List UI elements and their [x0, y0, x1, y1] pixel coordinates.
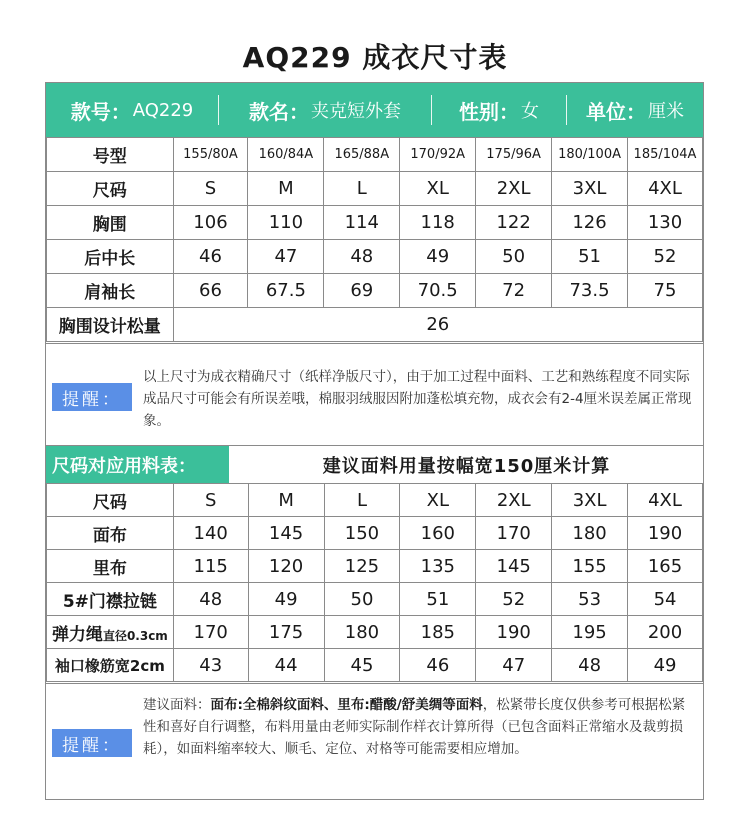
table-cell: 106 — [173, 206, 248, 240]
style-name-value: 夹克短外套 — [311, 101, 401, 122]
table-row — [47, 274, 703, 308]
table-cell: 180 — [324, 616, 400, 649]
unit-label: 单位： — [586, 99, 646, 124]
cord-unit: 直径0.3cm — [102, 628, 168, 643]
table-cell: 165 — [628, 550, 703, 583]
table-row — [47, 550, 703, 583]
gender-label: 性别： — [459, 99, 519, 124]
table-cell: 175 — [248, 616, 324, 649]
table-cell: 2XL — [476, 484, 552, 517]
table-cell: 70.5 — [400, 274, 476, 308]
fabric-reminder-fabrics: 面布:全棉斜纹面料、里布:醋酸/舒美绸等面料 — [210, 697, 483, 713]
table-cell: 46 — [400, 649, 476, 682]
reminder-note — [46, 343, 703, 446]
table-cell: 46 — [173, 240, 248, 274]
row-label: 5#门襟拉链 — [47, 583, 174, 616]
row-label: 尺码 — [47, 484, 174, 517]
table-cell: 4XL — [628, 172, 703, 206]
gender — [432, 83, 566, 137]
row-label: 尺码 — [47, 172, 174, 206]
reminder-tag: 提醒： — [52, 383, 132, 411]
gender-value: 女 — [521, 101, 539, 122]
unit — [567, 83, 703, 137]
row-label: 面布 — [47, 517, 174, 550]
table-cell: 48 — [552, 649, 628, 682]
table-row — [47, 649, 703, 682]
fabric-reminder-note — [46, 683, 703, 800]
table-cell: 49 — [400, 240, 476, 274]
table-cell: S — [173, 484, 248, 517]
table-cell: 114 — [324, 206, 400, 240]
table-cell: 170 — [173, 616, 248, 649]
fabric-reminder-body: ，松紧带长度仅供参考可根据松紧性和喜好自行调整，布料用量由老师实际制作样衣计算所得（已包含面料正常缩水及裁剪损耗），如面料缩率较大、顺毛、定位、对格等可能需要相应增加。 — [143, 697, 686, 757]
table-cell: XL — [400, 484, 476, 517]
row-label: 号型 — [47, 138, 174, 172]
table-cell: 126 — [552, 206, 628, 240]
table-row — [47, 517, 703, 550]
table-cell: 110 — [248, 206, 324, 240]
table-cell: 75 — [628, 274, 703, 308]
table-cell: 200 — [628, 616, 703, 649]
table-cell: 66 — [173, 274, 248, 308]
table-cell: 160 — [400, 517, 476, 550]
size-sheet — [45, 82, 704, 800]
table-cell: 4XL — [628, 484, 703, 517]
table-cell: 3XL — [552, 172, 628, 206]
table-cell: 145 — [248, 517, 324, 550]
table-cell: 43 — [173, 649, 248, 682]
table-cell: 115 — [173, 550, 248, 583]
table-cell: XL — [400, 172, 476, 206]
fabric-reminder-text — [143, 694, 696, 760]
table-cell: 45 — [324, 649, 400, 682]
fabric-reminder-prefix: 建议面料： — [143, 697, 211, 713]
style-name — [219, 83, 431, 137]
table-cell: 50 — [476, 240, 552, 274]
table-cell: 150 — [324, 517, 400, 550]
table-cell: 155/80A — [173, 138, 248, 172]
table-cell: 26 — [173, 308, 702, 342]
cord-label: 弹力绳 — [51, 624, 103, 645]
row-label — [47, 616, 174, 649]
table-cell: 49 — [628, 649, 703, 682]
table-cell: 190 — [476, 616, 552, 649]
table-cell: 180/100A — [552, 138, 628, 172]
table-cell: 125 — [324, 550, 400, 583]
table-cell: 122 — [476, 206, 552, 240]
table-cell: 2XL — [476, 172, 552, 206]
table-row — [47, 583, 703, 616]
table-cell: 155 — [552, 550, 628, 583]
table-cell: 170 — [476, 517, 552, 550]
table-cell: 52 — [628, 240, 703, 274]
style-no — [46, 83, 218, 137]
table-cell: 48 — [173, 583, 248, 616]
header-bar — [46, 83, 703, 137]
reminder-text: 以上尺寸为成衣精确尺寸（纸样净版尺寸），由于加工过程中面料、工艺和熟练程度不同实际成品尺寸可能会有所误差哦，棉服羽绒服因附加蓬松填充物，成衣会有2-4厘米误差属正常现象。 — [143, 369, 692, 429]
table-row — [47, 138, 703, 172]
table-row — [47, 206, 703, 240]
table-cell: 180 — [552, 517, 628, 550]
fabric-section-header — [46, 445, 703, 486]
table-cell: 170/92A — [400, 138, 476, 172]
table-cell: 3XL — [552, 484, 628, 517]
table-row — [47, 172, 703, 206]
style-no-value: AQ229 — [132, 99, 194, 121]
style-no-label: 款号： — [70, 99, 131, 124]
row-label: 里布 — [47, 550, 174, 583]
table-cell: 130 — [628, 206, 703, 240]
table-cell: 185 — [400, 616, 476, 649]
table-cell: 52 — [476, 583, 552, 616]
table-cell: 185/104A — [628, 138, 703, 172]
page-title: AQ229 成衣尺寸表 — [242, 41, 508, 74]
row-label: 胸围 — [47, 206, 174, 240]
table-cell: 72 — [476, 274, 552, 308]
fabric-table — [46, 483, 703, 682]
row-label: 胸围设计松量 — [47, 308, 174, 342]
row-label: 后中长 — [47, 240, 174, 274]
table-cell: 47 — [476, 649, 552, 682]
table-cell: 51 — [552, 240, 628, 274]
table-cell: 69 — [324, 274, 400, 308]
table-cell: 53 — [552, 583, 628, 616]
table-cell: 118 — [400, 206, 476, 240]
row-label: 袖口橡筋宽2cm — [47, 649, 174, 682]
table-row — [47, 484, 703, 517]
table-row — [47, 308, 703, 342]
table-cell: 51 — [400, 583, 476, 616]
table-cell: 48 — [324, 240, 400, 274]
row-label: 肩袖长 — [47, 274, 174, 308]
table-cell: 195 — [552, 616, 628, 649]
table-cell: 190 — [628, 517, 703, 550]
fabric-section-subtitle: 建议面料用量按幅宽150厘米计算 — [322, 456, 611, 477]
table-row — [47, 240, 703, 274]
table-cell: 160/84A — [248, 138, 324, 172]
table-cell: 175/96A — [476, 138, 552, 172]
table-cell: M — [248, 484, 324, 517]
table-cell: M — [248, 172, 324, 206]
table-cell: 140 — [173, 517, 248, 550]
table-cell: 54 — [628, 583, 703, 616]
table-cell: S — [173, 172, 248, 206]
style-name-label: 款名： — [249, 99, 309, 124]
table-cell: 73.5 — [552, 274, 628, 308]
table-cell: 50 — [324, 583, 400, 616]
unit-value: 厘米 — [648, 101, 684, 122]
table-cell: L — [324, 484, 400, 517]
table-cell: 165/88A — [324, 138, 400, 172]
fabric-reminder-tag: 提醒： — [52, 729, 132, 757]
table-cell: 67.5 — [248, 274, 324, 308]
size-table — [46, 137, 703, 342]
fabric-section-title: 尺码对应用料表： — [46, 446, 229, 484]
table-cell: 145 — [476, 550, 552, 583]
table-cell: L — [324, 172, 400, 206]
table-cell: 135 — [400, 550, 476, 583]
table-row — [47, 616, 703, 649]
table-cell: 47 — [248, 240, 324, 274]
table-cell: 49 — [248, 583, 324, 616]
table-cell: 44 — [248, 649, 324, 682]
table-cell: 120 — [248, 550, 324, 583]
